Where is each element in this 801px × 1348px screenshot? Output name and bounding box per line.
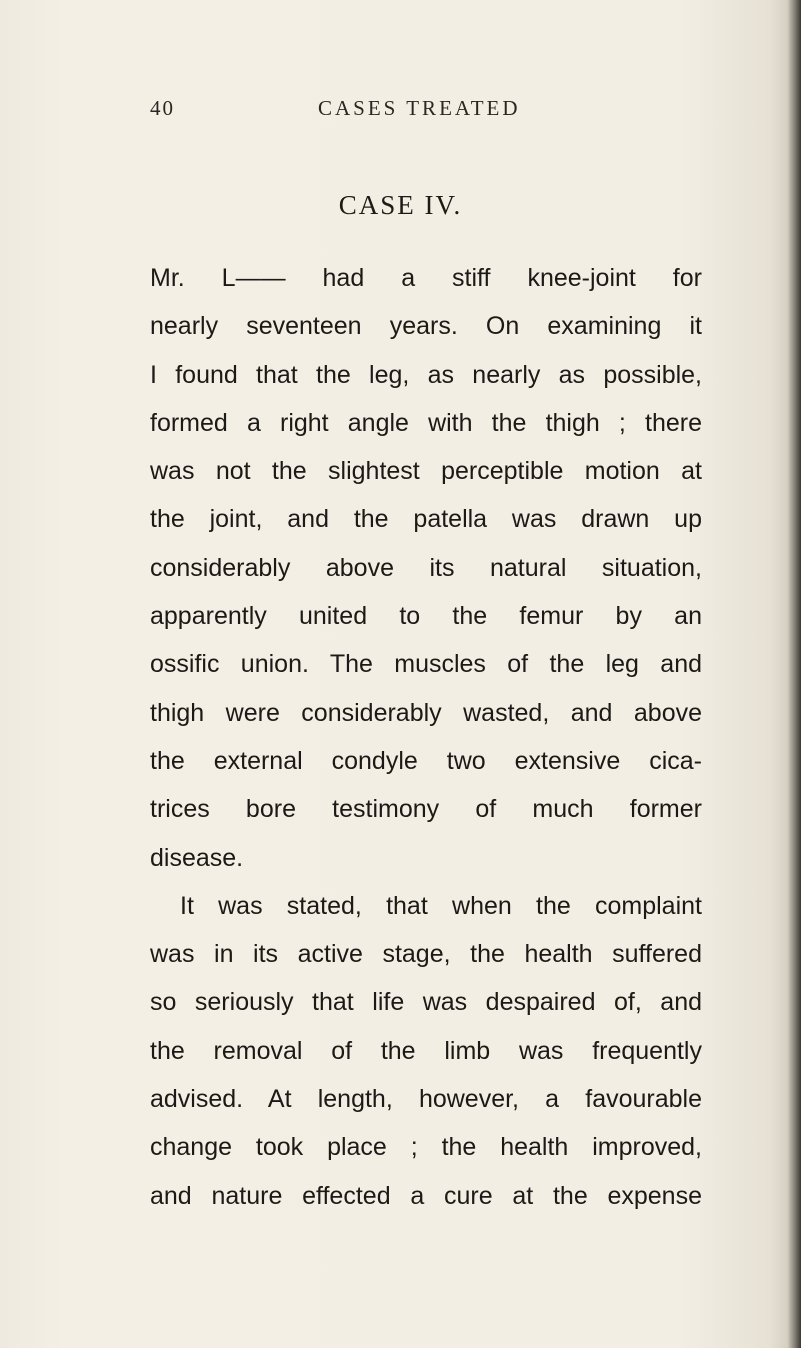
paragraph-2 bbox=[150, 882, 702, 1220]
text-line: thigh were considerably wasted, and above bbox=[150, 698, 702, 727]
page-number: 40 bbox=[150, 96, 175, 120]
text-line: disease. bbox=[150, 843, 244, 872]
text-line: the joint, and the patella was drawn up bbox=[150, 505, 702, 534]
text-line: ossific union. The muscles of the leg and bbox=[150, 650, 702, 679]
text-line: was in its active stage, the health suffered bbox=[150, 940, 702, 969]
text-line: change took place ; the health improved, bbox=[150, 1133, 702, 1162]
text-line: It was stated, that when the complaint bbox=[180, 891, 702, 920]
text-line: I found that the leg, as nearly as possible, bbox=[150, 360, 702, 389]
text-line: the external condyle two extensive cica- bbox=[150, 746, 702, 775]
text-line: and nature effected a cure at the expense bbox=[150, 1181, 702, 1210]
text-line: the removal of the limb was frequently bbox=[150, 1036, 702, 1065]
binding-edge bbox=[787, 0, 801, 1348]
text-line: so seriously that life was despaired of, and bbox=[150, 988, 702, 1017]
text-line: nearly seventeen years. On examining it bbox=[150, 312, 702, 341]
text-line: advised. At length, however, a favourable bbox=[150, 1085, 702, 1114]
text-line: formed a right angle with the thigh ; there bbox=[150, 408, 702, 437]
running-head bbox=[150, 96, 660, 130]
case-title: CASE IV. bbox=[338, 190, 463, 220]
text-line: Mr. L—— had a stiff knee-joint for bbox=[150, 264, 702, 292]
running-title: CASES TREATED bbox=[318, 96, 521, 120]
text-line: trices bore testimony of much former bbox=[150, 795, 702, 824]
paragraph-1 bbox=[150, 254, 702, 882]
text-line: considerably above its natural situation, bbox=[150, 553, 702, 582]
text-line: was not the slightest perceptible motion at bbox=[150, 457, 702, 486]
body-text bbox=[150, 254, 702, 1220]
text-line: apparently united to the femur by an bbox=[150, 602, 702, 631]
